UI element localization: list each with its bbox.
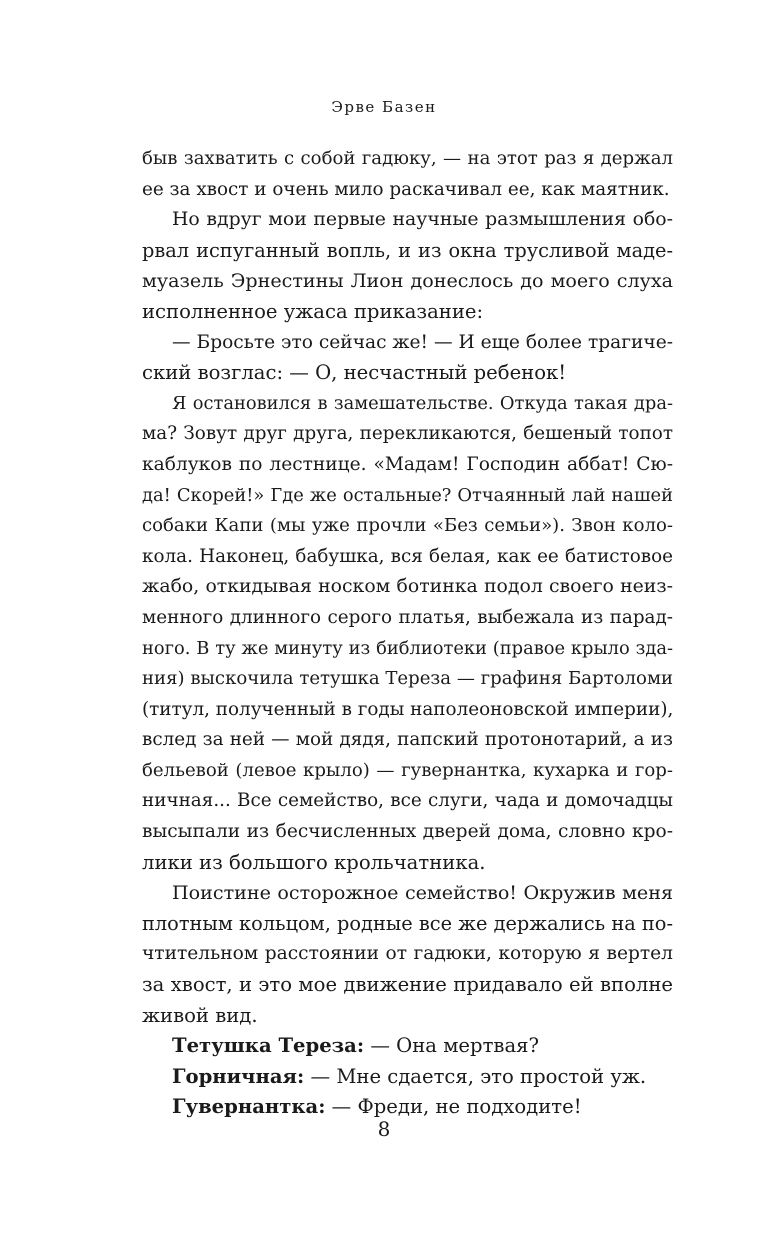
text-line: исполненное ужаса приказание: xyxy=(142,299,484,323)
body-text xyxy=(142,144,673,1123)
paragraph-1 xyxy=(142,144,673,205)
text-line: муазель Эрнестины Лион донеслось до моего слуха xyxy=(142,269,673,293)
text-line: живой вид. xyxy=(142,1003,258,1027)
speaker-name: Тетушка Тереза: xyxy=(172,1034,365,1058)
dialogue-text: — Мне сдается, это простой уж. xyxy=(304,1064,647,1088)
text-line: ного. В ту же минуту из библиотеки (правое крыло зда- xyxy=(142,637,673,659)
text-line: кола. Наконец, бабушка, вся белая, как ее батистовое xyxy=(142,545,673,567)
text-line: плотным кольцом, родные все же держались на по- xyxy=(142,911,673,935)
dialogue-text: — Фреди, не подходите! xyxy=(325,1095,582,1119)
paragraph-5 xyxy=(142,878,673,1031)
text-line: рвал испуганный вопль, и из окна трусливой маде- xyxy=(142,238,673,262)
running-head-author: Эрве Базен xyxy=(331,98,437,116)
text-line: ее за хвост и очень мило раскачивал ее, как маятник. xyxy=(142,178,670,200)
text-line: менного длинного серого платья, выбежала из парад- xyxy=(142,606,673,628)
text-line: высыпали из бесчисленных дверей дома, словно кро- xyxy=(142,821,673,843)
text-line: за хвост, и это мое движение придавало ей вполне xyxy=(142,973,673,997)
text-line: ния) выскочила тетушка Тереза — графиня Бартоломи xyxy=(142,668,674,690)
text-line: ский возглас: — О, несчастный ребенок! xyxy=(142,361,567,385)
text-line: каблуков по лестнице. «Мадам! Господин аббат! Сю- xyxy=(142,453,673,475)
text-line: ма? Зовут друг друга, перекликаются, бешеный топот xyxy=(142,423,673,445)
text-line: лики из большого крольчатника. xyxy=(142,850,486,874)
paragraph-4 xyxy=(142,389,673,879)
text-line: Поистине осторожное семейство! Окружив меня xyxy=(172,881,673,905)
text-line: вслед за ней — мой дядя, папский протонотарий, а из xyxy=(142,729,673,751)
dialogue-line xyxy=(142,1062,673,1093)
text-line: (титул, полученный в годы наполеоновской империи), xyxy=(142,698,674,720)
text-line: да! Скорей!» Где же остальные? Отчаянный лай нашей xyxy=(142,484,673,506)
text-line: чтительном расстоянии от гадюки, которую я вертел xyxy=(142,943,673,965)
dialogue-text: — Она мертвая? xyxy=(364,1034,539,1058)
text-line: быв захватить с собой гадюку, — на этот раз я держал xyxy=(142,148,673,169)
paragraph-2 xyxy=(142,205,673,327)
text-line: Я остановился в замешательстве. Откуда такая дра- xyxy=(172,392,673,414)
speaker-name: Горничная: xyxy=(172,1064,305,1088)
text-line: собаки Капи (мы уже прочли «Без семьи»). Звон коло- xyxy=(142,515,673,537)
dialogue-line xyxy=(142,1031,673,1062)
text-line: Но вдруг мои первые научные размышления обо- xyxy=(172,209,673,231)
page-number: 8 xyxy=(377,1117,391,1141)
dialogue xyxy=(142,1031,673,1123)
speaker-name: Гувернантка: xyxy=(172,1095,326,1119)
text-line: ничная... Все семейство, все слуги, чада и домочадцы xyxy=(142,790,673,812)
text-line: — Бросьте это сейчас же! — И еще более трагиче- xyxy=(172,331,673,353)
text-line: жабо, откидывая носком ботинка подол своего неиз- xyxy=(142,576,673,598)
text-line: бельевой (левое крыло) — гувернантка, кухарка и гор- xyxy=(142,759,673,781)
paragraph-3 xyxy=(142,328,673,389)
